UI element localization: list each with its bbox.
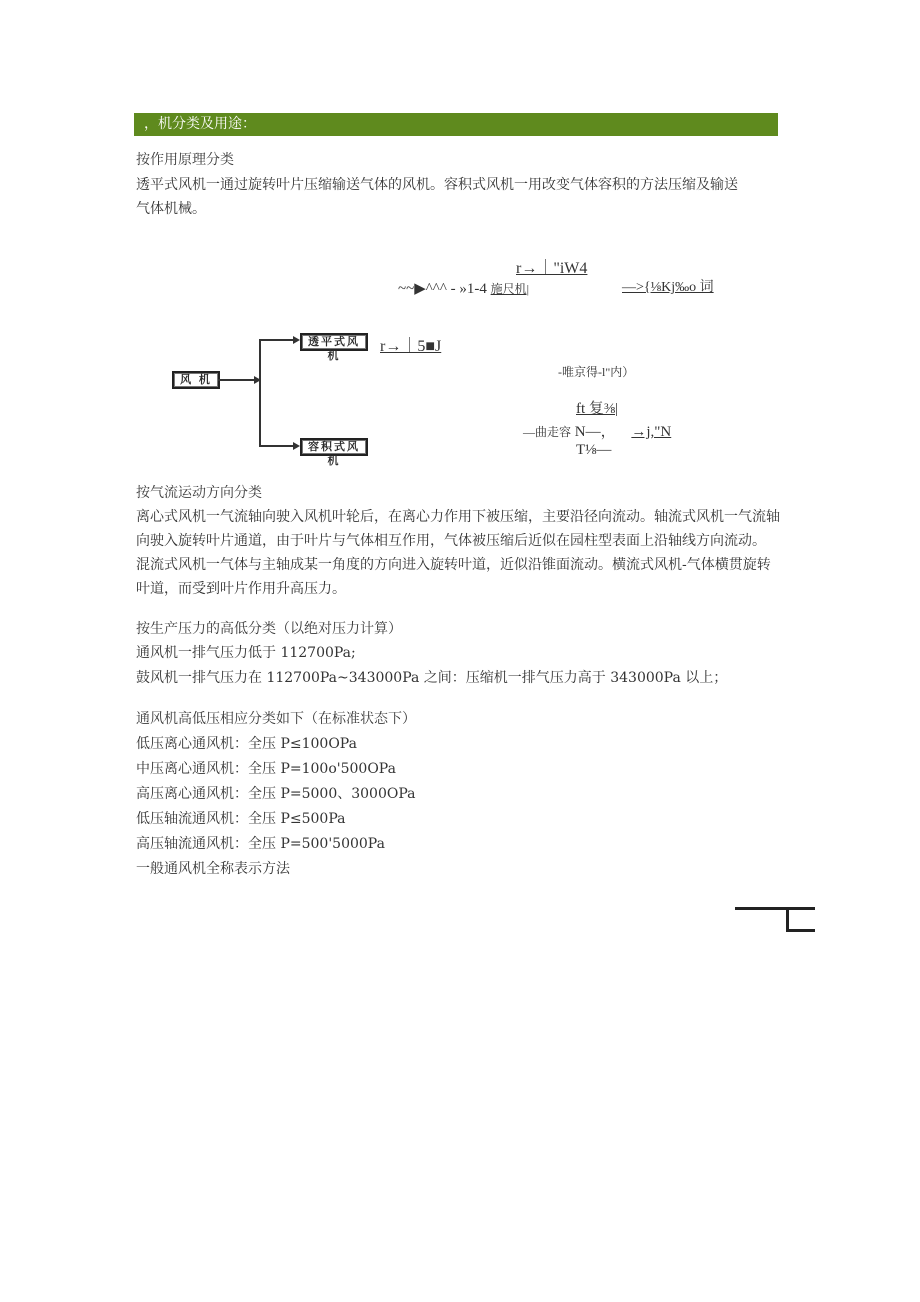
- diagram-text-7: [523, 420, 671, 441]
- pressure-item: 低压轴流通风机：全压 P≤500Pa: [136, 811, 346, 827]
- arrow-top-icon: [293, 336, 300, 344]
- connector-trunk: [259, 339, 261, 447]
- diagram-text-7c: →j,"N: [631, 424, 672, 440]
- diagram-text-7b: N—，: [574, 424, 616, 440]
- connector-top: [259, 339, 293, 341]
- diagram-text-1: r→｜"iW4: [516, 260, 588, 277]
- paragraph-principle-line2: 气体机械。: [136, 201, 206, 217]
- paragraph-airflow-line2: 向驶入旋转叶片通道，由于叶片与气体相互作用，气体被压缩后近似在园柱型表面上沿轴线方向流动。: [136, 533, 766, 549]
- banner-title: ，机分类及用途：: [144, 116, 256, 132]
- diagram-text-8: T⅛—: [576, 442, 612, 458]
- paragraph-pressure-line2: 鼓风机一排气压力在 112700Pa~343000Pa 之间：压缩机一排气压力高于 343000Pa 以上；: [136, 670, 728, 686]
- diagram-text-2b: 施尺机|: [490, 282, 530, 296]
- connector-root: [218, 379, 254, 381]
- box-fan-root: 风 机: [172, 371, 220, 389]
- section-banner: [134, 113, 778, 136]
- paragraph-airflow-line1: 离心式风机一气流轴向驶入风机叶轮后，在离心力作用下被压缩，主要沿径向流动。轴流式风机一气流轴: [136, 509, 780, 525]
- paragraph-principle-line1: 透平式风机一通过旋转叶片压缩输送气体的风机。容积式风机一用改变气体容积的方法压缩及输送: [136, 177, 738, 193]
- pressure-item: 中压离心通风机：全压 P=100o'500OPa: [136, 761, 396, 777]
- pressure-item: 高压轴流通风机：全压 P=500'5000Pa: [136, 836, 385, 852]
- paragraph-airflow-line3: 混流式风机一气体与主轴成某一角度的方向进入旋转叶道，近似沿锥面流动。横流式风机-气体横贯旋转: [136, 557, 771, 573]
- pressure-item: 低压离心通风机：全压 P≤100OPa: [136, 736, 357, 752]
- heading-airflow: 按气流运动方向分类: [136, 485, 262, 501]
- diagram-text-2a: ~~▶^^^ - »1-4: [398, 281, 487, 297]
- diagram-text-7a: —曲走容: [523, 425, 572, 439]
- paragraph-naming-method: 一般通风机全称表示方法: [136, 861, 290, 877]
- bracket-top-line: [735, 907, 815, 910]
- heading-ventilator-pressure: 通风机高低压相应分类如下（在标准状态下）: [136, 711, 416, 727]
- connector-bottom: [259, 445, 293, 447]
- heading-principle: 按作用原理分类: [136, 152, 234, 168]
- heading-pressure: 按生产压力的高低分类（以绝对压力计算）: [136, 621, 402, 637]
- box-positive-displacement-fan: 容积式风机: [300, 438, 368, 456]
- paragraph-pressure-line1: 通风机一排气压力低于 112700Pa;: [136, 645, 356, 661]
- diagram-text-2: [398, 279, 529, 298]
- diagram-text-5: -唯京得-l"内）: [558, 365, 635, 379]
- diagram-text-3: —>{⅛Kj‰o 词: [622, 280, 714, 295]
- diagram-text-6: ft 复⅜|: [576, 401, 619, 417]
- box-turbo-fan: 透平式风机: [300, 333, 368, 351]
- diagram-text-4: r→｜5■J: [380, 338, 442, 355]
- pressure-item: 高压离心通风机：全压 P=5000、3000OPa: [136, 786, 416, 802]
- arrow-bottom-icon: [293, 442, 300, 450]
- bracket-bottom-line: [786, 929, 815, 932]
- paragraph-airflow-line4: 叶道，而受到叶片作用升高压力。: [136, 581, 346, 597]
